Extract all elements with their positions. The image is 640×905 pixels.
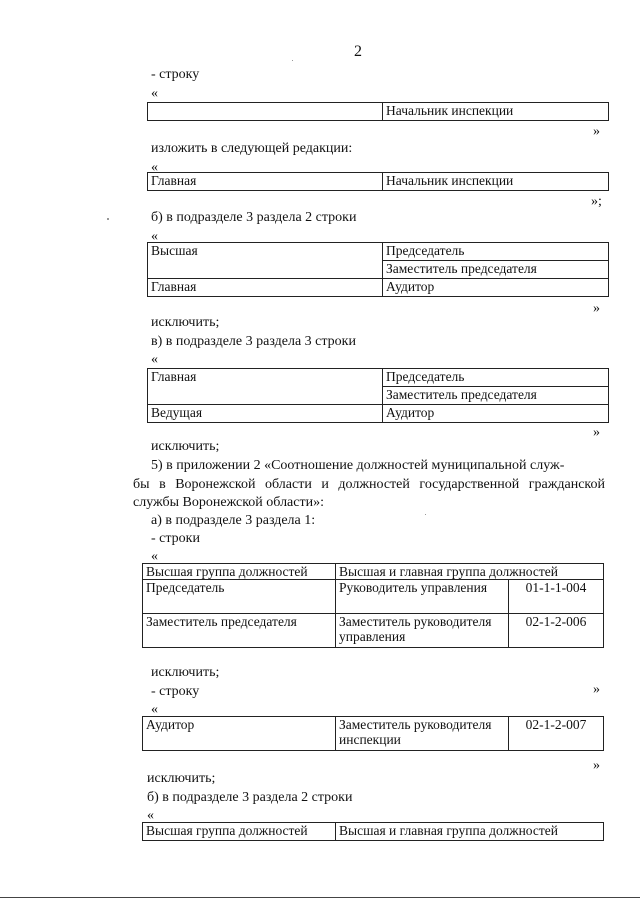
text-line: в) в подразделе 3 раздела 3 строки: [151, 334, 356, 349]
table-header: Высшая и главная группа должностей: [336, 564, 604, 580]
text-line: б) в подразделе 3 раздела 2 строки: [151, 210, 357, 225]
table-cell: Заместитель председателя: [383, 387, 609, 405]
table-cell: Начальник инспекции: [383, 173, 609, 191]
text-line: - строку: [151, 67, 200, 82]
table-cell: [148, 261, 383, 279]
table-cell: Аудитор: [383, 405, 609, 423]
table-cell: Аудитор: [143, 717, 336, 751]
open-quote: «: [151, 549, 158, 564]
close-quote: »;: [591, 194, 602, 209]
table-cell: [148, 103, 383, 121]
open-quote: «: [151, 702, 158, 717]
page-number: 2: [354, 43, 362, 60]
open-quote: «: [151, 160, 158, 175]
paragraph-line: 5) в приложении 2 «Соотношение должностей муниципальной служ-: [151, 458, 565, 473]
table-cell: Руководитель управления: [336, 580, 509, 614]
paragraph-line: службы Воронежской области»:: [133, 495, 324, 510]
table-header: Высшая и главная группа должностей: [336, 823, 604, 841]
table-6: [142, 716, 604, 751]
open-quote: «: [151, 352, 158, 367]
table-cell: Заместитель руководителя управления: [336, 614, 509, 648]
open-quote: «: [151, 86, 158, 101]
table-cell: Председатель: [383, 369, 609, 387]
table-cell: Аудитор: [383, 279, 609, 297]
table-cell: Высшая: [148, 243, 383, 261]
table-header: Высшая группа должностей: [143, 564, 336, 580]
table-cell: Главная: [148, 369, 383, 387]
close-quote: »: [593, 301, 600, 316]
table-7: [142, 822, 604, 841]
table-cell: 02-1-2-006: [509, 614, 604, 648]
table-1: [147, 102, 609, 121]
text-line: - строки: [151, 531, 200, 546]
close-quote: »: [593, 425, 600, 440]
open-quote: «: [151, 229, 158, 244]
table-cell: [148, 387, 383, 405]
page-edge-line: [0, 897, 640, 898]
close-quote: »: [593, 682, 600, 697]
table-5: [142, 563, 604, 648]
text-line: - строку: [151, 684, 200, 699]
scan-speck: [425, 514, 426, 515]
close-quote: »: [593, 124, 600, 139]
text-line: исключить;: [151, 665, 220, 680]
text-line: исключить;: [151, 315, 220, 330]
text-line: исключить;: [151, 439, 220, 454]
table-cell: 02-1-2-007: [509, 717, 604, 751]
text-line: изложить в следующей редакции:: [151, 141, 353, 156]
text-line: исключить;: [147, 771, 216, 786]
text-line: б) в подразделе 3 раздела 2 строки: [147, 790, 353, 805]
table-cell: Главная: [148, 173, 383, 191]
table-header: Высшая группа должностей: [143, 823, 336, 841]
table-cell: Председатель: [383, 243, 609, 261]
table-2: [147, 172, 609, 191]
table-cell: 01-1-1-004: [509, 580, 604, 614]
table-cell: Заместитель председателя: [143, 614, 336, 648]
scan-speck: [292, 60, 293, 61]
table-3: [147, 242, 609, 297]
paragraph-line: бы в Воронежской области и должностей государственной гражданской: [133, 477, 605, 492]
open-quote: «: [147, 808, 154, 823]
table-cell: Ведущая: [148, 405, 383, 423]
table-cell: Заместитель руководителя инспекции: [336, 717, 509, 751]
close-quote: »: [593, 758, 600, 773]
table-cell: Начальник инспекции: [383, 103, 609, 121]
table-cell: Главная: [148, 279, 383, 297]
text-line: а) в подразделе 3 раздела 1:: [151, 513, 316, 528]
scan-speck: [107, 218, 109, 220]
table-cell: Председатель: [143, 580, 336, 614]
table-cell: Заместитель председателя: [383, 261, 609, 279]
table-4: [147, 368, 609, 423]
